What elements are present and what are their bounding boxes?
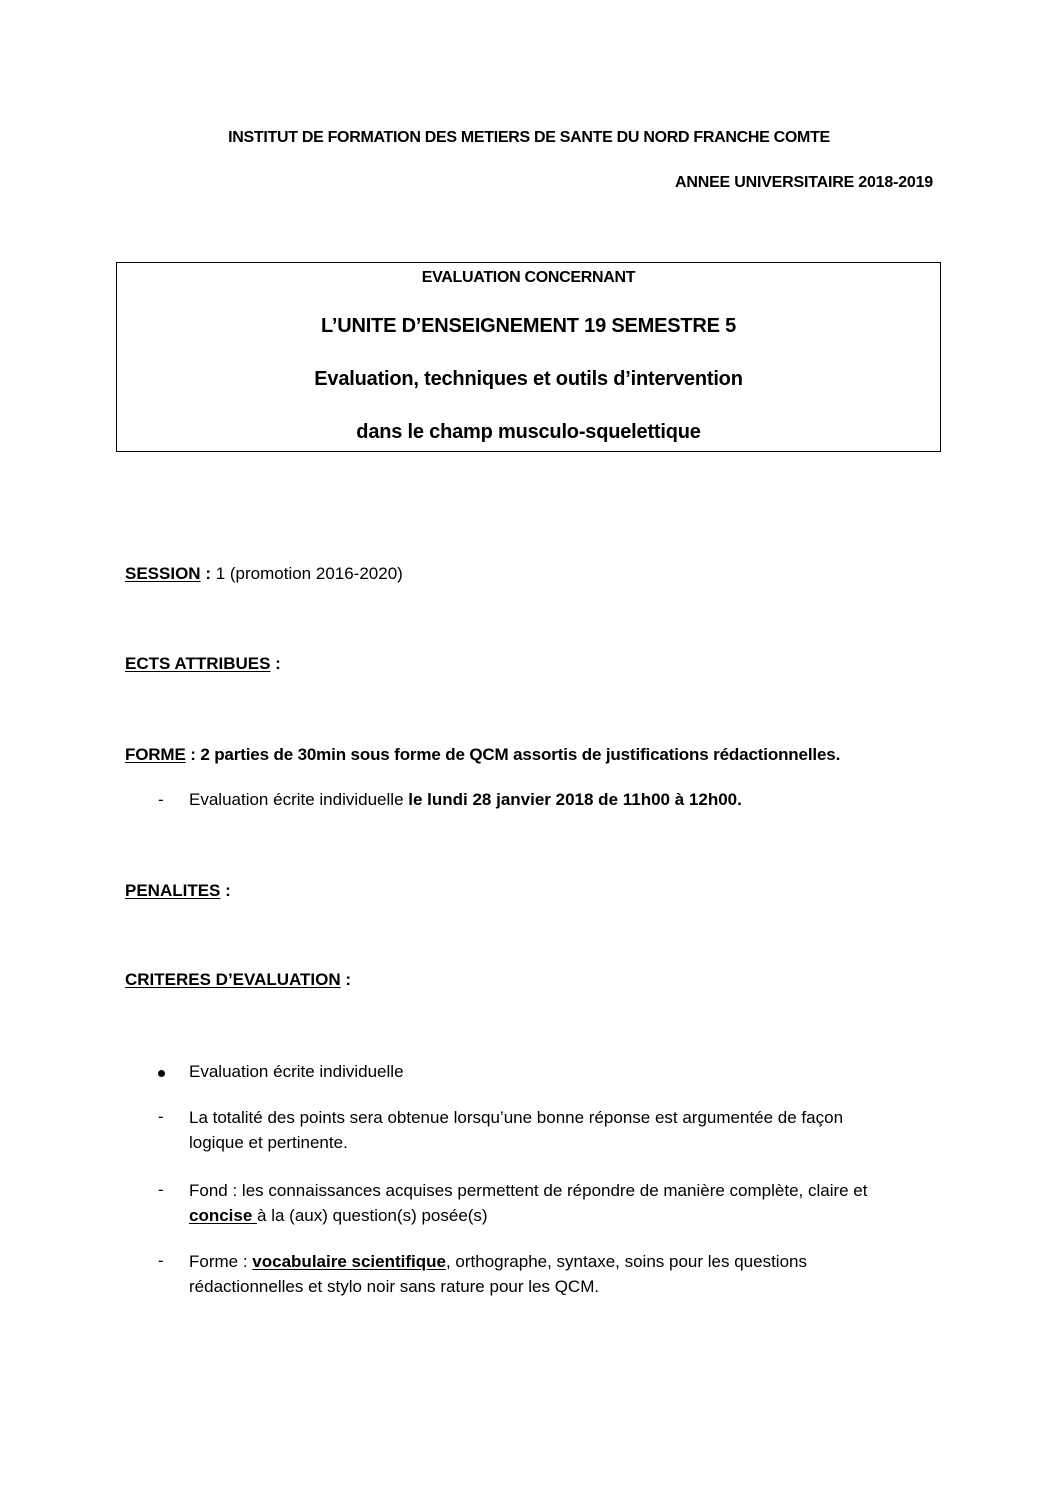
criteres-item-3-emphasis: concise (189, 1206, 258, 1225)
institute-heading: INSTITUT DE FORMATION DES METIERS DE SANTE DU NORD FRANCHE COMTE (228, 129, 830, 146)
criteres-sep: : (340, 970, 352, 989)
bullet-icon (158, 1070, 165, 1077)
criteres-line (125, 970, 351, 990)
session-line (125, 564, 403, 584)
academic-year: ANNEE UNIVERSITAIRE 2018-2019 (675, 174, 933, 191)
criteres-item-4 (189, 1249, 849, 1299)
session-sep: : (200, 564, 216, 583)
penalites-label: PENALITES (125, 881, 221, 900)
forme-item-date: le lundi 28 janvier 2018 de 11h00 à 12h00. (408, 790, 742, 809)
ects-line (125, 654, 281, 674)
title-box (116, 262, 941, 452)
criteres-dash-4: - (158, 1251, 164, 1270)
penalites-sep: : (220, 881, 231, 900)
criteres-item-3-text: Fond : les connaissances acquises permettent de répondre de manière complète, claire et (189, 1181, 868, 1200)
forme-item-text: Evaluation écrite individuelle (189, 790, 409, 809)
criteres-item-3-end: à la (aux) question(s) posée(s) (257, 1206, 488, 1225)
criteres-item-4-emphasis: vocabulaire scientifique (252, 1252, 446, 1271)
session-label: SESSION (125, 564, 201, 583)
criteres-item-2: La totalité des points sera obtenue lorsqu’une bonne réponse est argumentée de façon logique et pertinente. (189, 1108, 844, 1152)
criteres-item-4-end: , orthographe, syntaxe, soins pour les questions rédactionnelles et stylo noir sans rature pour les QCM. (189, 1252, 807, 1296)
title-line-4: dans le champ musculo-squelettique (356, 421, 701, 443)
criteres-item-3 (189, 1178, 919, 1228)
criteres-item-4-text: Forme : (189, 1252, 253, 1271)
criteres-dash-3: - (158, 1180, 164, 1199)
forme-item-dash: - (158, 790, 164, 809)
ects-label: ECTS ATTRIBUES (125, 654, 271, 673)
forme-line (125, 745, 840, 765)
title-line-3: Evaluation, techniques et outils d’intervention (314, 368, 743, 390)
title-line-1: EVALUATION CONCERNANT (421, 269, 636, 286)
criteres-dash-2: - (158, 1107, 164, 1126)
title-line-2: L’UNITE D’ENSEIGNEMENT 19 SEMESTRE 5 (320, 315, 737, 337)
forme-label: FORME (125, 745, 186, 764)
criteres-item-1: Evaluation écrite individuelle (189, 1062, 404, 1081)
penalites-line (125, 881, 231, 901)
session-value: 1 (promotion 2016-2020) (215, 564, 403, 583)
criteres-label: CRITERES D’EVALUATION (125, 970, 341, 989)
forme-value: 2 parties de 30min sous forme de QCM assortis de justifications rédactionnelles. (200, 745, 841, 764)
forme-sep: : (185, 745, 201, 764)
forme-item (189, 790, 742, 810)
ects-sep: : (270, 654, 281, 673)
